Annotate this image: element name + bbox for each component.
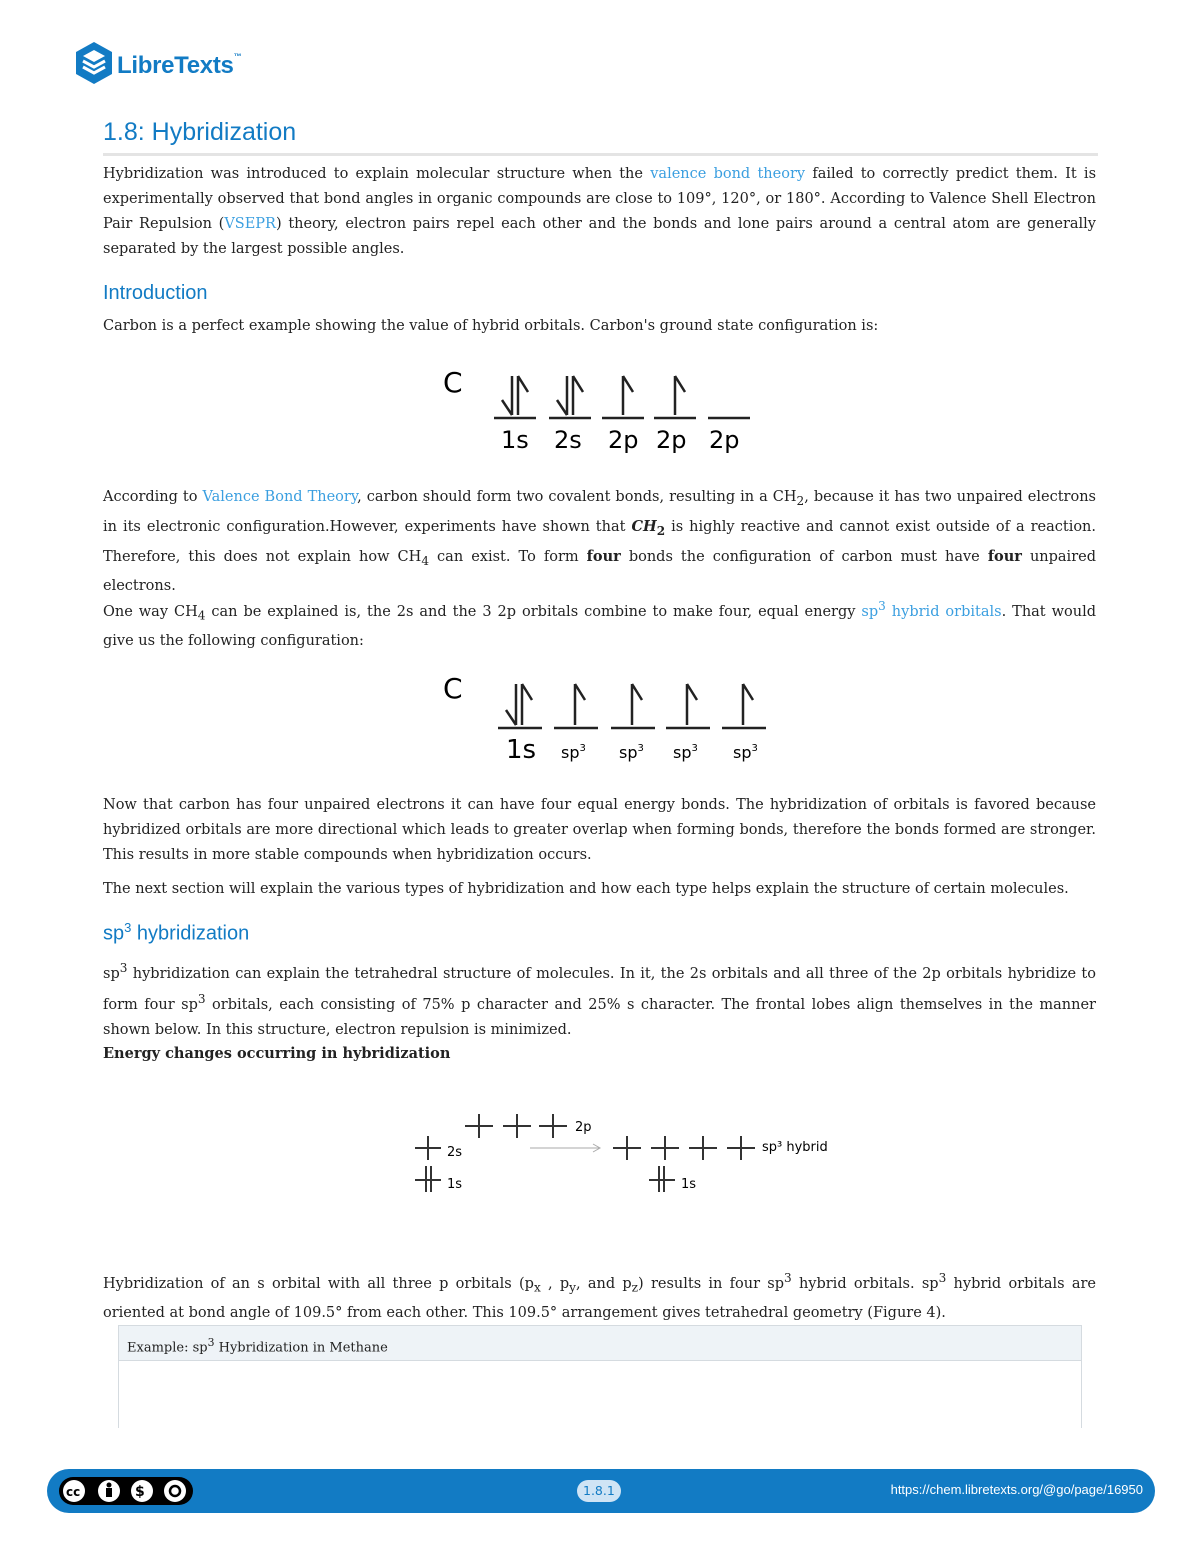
valence-bond-theory-link-2[interactable]: Valence Bond Theory xyxy=(202,489,358,505)
next-section-paragraph: The next section will explain the various types of hybridization and how each type helps explain the structure of certain molecules. xyxy=(103,881,1069,897)
page-url[interactable]: https://chem.libretexts.org/@go/page/16950 xyxy=(890,1482,1143,1497)
hybridization-paragraph: Hybridization of an s orbital with all three p orbitals ($p_x$ , $p_y$, and $p_z$) results in four $sp^3$ hybrid orbitals. $sp^3$ hybrid orbitals are oriented at bond angle of 109.5° from each other. This 109.5° arrangement gives tetrahedral geometry (Figure 4). xyxy=(103,1271,1097,1321)
vsepr-link[interactable]: VSEPR xyxy=(224,216,276,232)
electron-arrows xyxy=(506,684,753,725)
carbon-paragraph: Carbon is a perfect example showing the value of hybrid orbitals. Carbon's ground state configuration is: xyxy=(103,318,879,334)
svg-text:sp3: $sp^3$ xyxy=(561,743,586,762)
introduction-heading: Introduction xyxy=(103,282,208,304)
energy-changes-diagram xyxy=(405,1102,845,1202)
libretexts-book-icon xyxy=(74,40,114,86)
level-label: 2p xyxy=(575,1120,592,1135)
one-way-paragraph: One way $CH_4$ can be explained is, the 2s and the 3 2p orbitals combine to make four, equal energy $sp^3$ hybrid orbitals. That would give us the following configuration: xyxy=(103,599,1096,649)
orbital-label: 2p xyxy=(656,426,687,454)
page-number: 1.8.1 xyxy=(577,1480,621,1502)
orbital-label: 1s xyxy=(501,426,529,454)
level-label: sp³ hybrid xyxy=(762,1140,828,1155)
libretexts-logo[interactable] xyxy=(74,40,274,90)
now-paragraph: Now that carbon has four unpaired electrons it can have four equal energy bonds. The hybridization of orbitals is favored because hybridized orbitals are more directional which leads to greater overlap when forming bonds, therefore the bonds formed are stronger. This results in more stable compounds when hybridization occurs. xyxy=(103,797,1096,863)
sp3-hybrid-orbitals-link[interactable]: $sp^3$ hybrid orbitals xyxy=(861,599,1002,620)
sp3-paragraph: $sp^3$ hybridization can explain the tetrahedral structure of molecules. In it, the 2s orbitals and all three of the 2p orbitals hybridize to form four $sp^3$ orbitals, each consisting of 75% p character and 25% s character. The frontal lobes align themselves in the manner shown below. In this structure, electron repulsion is minimized. xyxy=(103,961,1096,1038)
valence-bond-paragraph: According to Valence Bond Theory, carbon should form two covalent bonds, resulting in a $CH_2$, because it has two unpaired electrons in its electronic configuration.However, experiments have shown that $CH_2$ is highly reactive and cannot exist outside of a reaction. Therefore, this does not explain how $CH_4$ can exist. To form four bonds the configuration of carbon must have four unpaired electrons. xyxy=(103,489,1097,594)
ground-state-configuration-diagram xyxy=(436,360,766,460)
sp3-hybridization-heading: $sp^3$ hybridization xyxy=(103,920,250,945)
level-label: 1s xyxy=(447,1177,463,1192)
svg-text:sp3: $sp^3$ xyxy=(733,743,758,762)
element-label: C xyxy=(443,366,463,399)
orbital-label: 2s xyxy=(554,426,582,454)
orbital-label: 2p xyxy=(709,426,740,454)
example-header[interactable]: Example: $sp^3$ Hybridization in Methane xyxy=(119,1326,1081,1361)
svg-text:sp3: $sp^3$ xyxy=(673,743,698,762)
level-label: 2s xyxy=(447,1145,463,1160)
svg-text:$: $ xyxy=(135,1484,145,1500)
energy-changes-heading: Energy changes occurring in hybridization xyxy=(103,1045,451,1062)
footer-bar xyxy=(47,1469,1155,1513)
svg-text:sp3: $sp^3$ xyxy=(619,743,644,762)
valence-bond-theory-link[interactable]: valence bond theory xyxy=(650,166,806,182)
level-label: 1s xyxy=(681,1177,697,1192)
orbital-label: 2p xyxy=(608,426,639,454)
page-title: 1.8: Hybridization xyxy=(103,118,1098,156)
intro-paragraph: Hybridization was introduced to explain molecular structure when the valence bond theory failed to correctly predict them. It is experimentally observed that bond angles in organic compounds are close to 109°, 120°, or 180°. According to Valence Shell Electron Pair Repulsion (VSEPR) theory, electron pairs repel each other and the bonds and lone pairs around a central atom are generally separated by the largest possible angles. xyxy=(103,166,1097,257)
svg-text:cc: cc xyxy=(66,1485,81,1499)
transition-arrow xyxy=(530,1144,600,1152)
hybridized-configuration-diagram xyxy=(436,670,776,770)
logo-name: LibreTexts xyxy=(117,52,234,79)
example-box xyxy=(118,1325,1082,1428)
electron-arrows xyxy=(502,376,685,415)
element-label: C xyxy=(443,672,463,705)
orbital-label: 1s xyxy=(506,735,537,765)
creative-commons-license-icon[interactable] xyxy=(57,1476,197,1506)
logo-tm: ™ xyxy=(233,52,242,61)
